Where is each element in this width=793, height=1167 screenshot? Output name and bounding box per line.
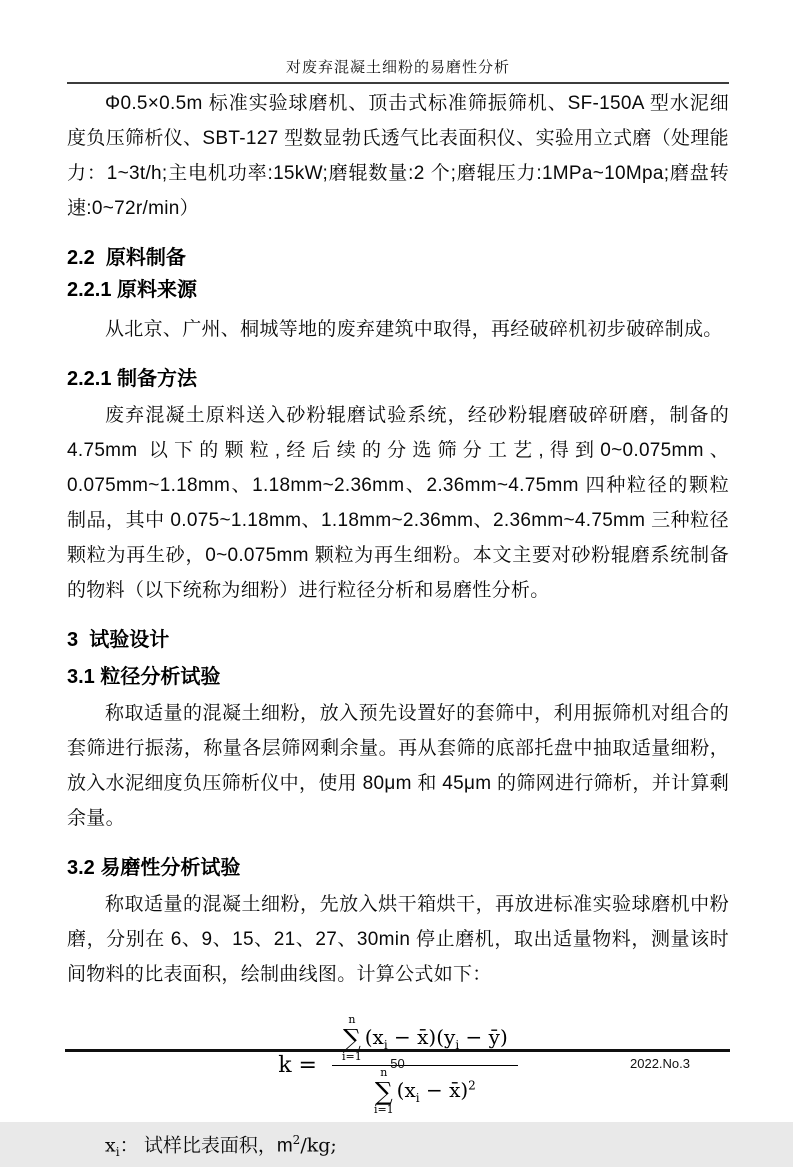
sigma-symbol-denominator	[374, 1067, 394, 1116]
heading-2-2-raw-material-prep: 2.2 原料制备	[67, 247, 186, 269]
num-term-3: − ȳ)	[459, 1025, 508, 1050]
page-footer	[65, 1049, 730, 1071]
paragraph-particle-test: 称取适量的混凝土细粉，放入预先设置好的套筛中，利用振筛机对组合的套筛进行振荡，称量各层筛网剩余量。再从套筛的底部托盘中抽取适量细粉，放入水泥细度负压筛析仪中，使用 80μm 和 45μm 的筛网进行筛析，并计算剩余量。	[67, 703, 729, 829]
den-term-2: − x̄)	[419, 1077, 469, 1102]
header-rule	[67, 82, 729, 84]
num-sub-1: i	[383, 1038, 388, 1053]
paragraph-equipment: Φ0.5×0.5m 标准实验球磨机、顶击式标准筛振筛机、SF-150A 型水泥细度负压筛析仪、SBT-127 型数显勃氏透气比表面积仪、实验用立式磨（处理能力：1~3t/h;主电机功率:15kW;磨辊数量:2 个;磨辊压力:1MPa~10Mpa;磨盘转速:0~72r/min）	[67, 93, 729, 219]
num-sub-2: i	[455, 1038, 460, 1053]
fraction-bar	[332, 1065, 518, 1117]
sigma-icon: ∑	[342, 1024, 361, 1054]
footer-rule	[65, 1049, 730, 1052]
page-content	[67, 0, 729, 1167]
num-term-2: − x̄)(y	[387, 1025, 456, 1050]
sum-upper-limit: n	[380, 1065, 388, 1079]
footer-row	[65, 1056, 730, 1071]
issue-label: 2022.No.3	[630, 1056, 690, 1071]
sum-lower-limit: i=1	[373, 1102, 394, 1116]
sigma-icon: ∑	[374, 1076, 393, 1106]
sum-lower-limit: i=1	[342, 1050, 362, 1064]
den-sub-1: i	[415, 1090, 420, 1105]
def-unit-exponent: 2	[292, 1133, 301, 1147]
heading-2-2-1-raw-material-source: 2.2.1 原料来源	[67, 279, 198, 301]
def-unit: /kg;	[300, 1134, 337, 1157]
heading-2-2-1-preparation-method: 2.2.1 制备方法	[67, 368, 198, 390]
def-separator: ：	[119, 1135, 144, 1157]
sum-upper-limit: n	[348, 1013, 356, 1027]
page-number: 50	[390, 1056, 405, 1071]
def-variable-sub: i	[115, 1145, 120, 1160]
heading-3-1-particle-size-test: 3.1 粒径分析试验	[67, 666, 221, 688]
paragraph-grindability: 称取适量的混凝土细粉，先放入烘干箱烘干，再放进标准实验球磨机中粉磨，分别在 6、9、15、21、27、30min 停止磨机，取出适量物料，测量该时间物料的比表面积，绘制曲线图。计算公式如下：	[67, 894, 729, 985]
formula-lhs: k =	[278, 1052, 324, 1078]
denominator-expression	[397, 1078, 476, 1105]
def-variable: x	[105, 1134, 116, 1157]
den-term-1: (x	[396, 1077, 416, 1102]
running-head-title: 对废弃混凝土细粉的易磨性分析	[285, 59, 510, 76]
paragraph-source: 从北京、广州、桐城等地的废弃建筑中取得，再经破碎机初步破碎制成。	[105, 319, 723, 340]
paragraph-method: 废弃混凝土原料送入砂粉辊磨试验系统，经砂粉辊磨破碎研磨，制备的 4.75mm 以下的颗粒,经后续的分选筛分工艺,得到0~0.075mm、0.075mm~1.18mm、1.18mm~2.36mm、2.36mm~4.75mm 四种粒径的颗粒制品，其中 0.075~1.18mm、1.18mm~2.36mm、2.36mm~4.75mm 三种粒径颗粒为再生砂，0~0.075mm 颗粒为再生细粉。本文主要对砂粉辊磨系统制备的物料（以下统称为细粉）进行粒径分析和易磨性分析。	[67, 405, 729, 601]
formula-denominator	[332, 1066, 518, 1117]
definition-xi	[67, 1125, 729, 1167]
num-term-1: (x	[364, 1025, 384, 1050]
heading-3-2-grindability-test: 3.2 易磨性分析试验	[67, 857, 241, 879]
def-text: 试样比表面积，m	[143, 1135, 293, 1157]
heading-3-test-design: 3 试验设计	[67, 629, 170, 651]
den-exponent: 2	[468, 1077, 476, 1092]
